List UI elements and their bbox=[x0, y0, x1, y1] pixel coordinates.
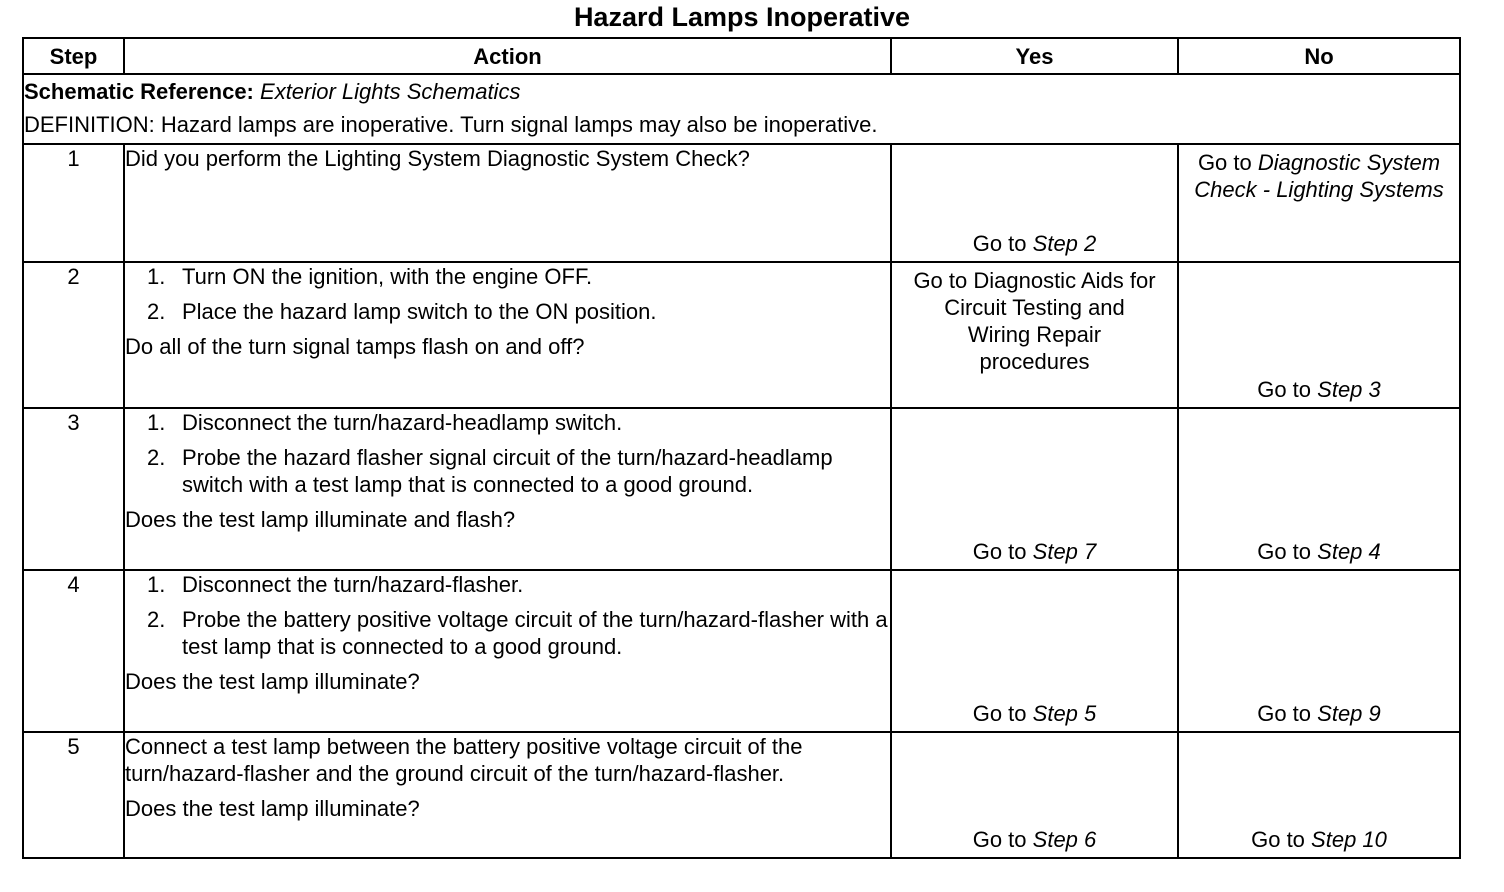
list-item bbox=[125, 409, 890, 436]
go-to-prefix: Go to bbox=[1197, 150, 1252, 175]
reference-row bbox=[23, 74, 1460, 144]
table-row bbox=[23, 408, 1460, 570]
item-text: Probe the hazard flasher signal circuit of the turn/hazard-headlamp switch with a test lamp that is connected to a good ground. bbox=[182, 445, 833, 497]
yes-result[interactable]: Go to Diagnostic Aids for Circuit Testing and Wiring Repair procedures bbox=[913, 268, 1156, 374]
no-result[interactable] bbox=[1179, 376, 1459, 403]
no-cell bbox=[1178, 732, 1460, 858]
list-item bbox=[125, 263, 890, 290]
no-target[interactable]: Diagnostic System Check - Lighting Systems bbox=[1194, 150, 1444, 202]
list-item bbox=[125, 571, 890, 598]
yes-cell bbox=[891, 262, 1178, 408]
action-text: Did you perform the Lighting System Diagnostic System Check? bbox=[125, 146, 750, 171]
action-text: Connect a test lamp between the battery positive voltage circuit of the turn/hazard-flasher and the ground circuit of the turn/hazard-flasher. bbox=[125, 734, 803, 786]
header-row bbox=[23, 38, 1460, 74]
yes-target[interactable]: Step 6 bbox=[1032, 827, 1097, 852]
list-item bbox=[125, 444, 890, 498]
go-to-prefix: Go to bbox=[972, 231, 1027, 256]
table-row bbox=[23, 570, 1460, 732]
step-number: 5 bbox=[23, 732, 124, 858]
step-number: 3 bbox=[23, 408, 124, 570]
header-yes: Yes bbox=[891, 38, 1178, 74]
action-cell bbox=[124, 144, 891, 262]
no-cell bbox=[1178, 144, 1460, 262]
no-target[interactable]: Step 9 bbox=[1317, 701, 1381, 726]
no-result[interactable] bbox=[1179, 700, 1459, 727]
go-to-prefix: Go to bbox=[972, 827, 1027, 852]
table-row bbox=[23, 144, 1460, 262]
no-cell bbox=[1178, 262, 1460, 408]
yes-target[interactable]: Step 5 bbox=[1032, 701, 1097, 726]
table-row bbox=[23, 262, 1460, 408]
item-number: 2. bbox=[147, 445, 166, 470]
schematic-reference-label: Schematic Reference: bbox=[24, 79, 254, 104]
header-no: No bbox=[1178, 38, 1460, 74]
item-number: 1. bbox=[147, 572, 166, 597]
item-number: 1. bbox=[147, 410, 166, 435]
no-target[interactable]: Step 4 bbox=[1317, 539, 1381, 564]
go-to-prefix: Go to bbox=[1251, 827, 1305, 852]
item-text: Disconnect the turn/hazard-flasher. bbox=[182, 572, 524, 597]
item-text: Probe the battery positive voltage circuit of the turn/hazard-flasher with a test lamp that is connected to a good ground. bbox=[182, 607, 888, 659]
item-text: Turn ON the ignition, with the engine OFF. bbox=[182, 264, 593, 289]
page-title: Hazard Lamps Inoperative bbox=[573, 2, 911, 32]
yes-cell bbox=[891, 144, 1178, 262]
action-list bbox=[125, 263, 890, 325]
no-result[interactable] bbox=[1179, 826, 1459, 853]
yes-result[interactable] bbox=[892, 826, 1177, 853]
action-cell bbox=[124, 262, 891, 408]
no-result[interactable] bbox=[1179, 145, 1459, 203]
header-step: Step bbox=[23, 38, 124, 74]
action-question: Does the test lamp illuminate and flash? bbox=[125, 507, 516, 532]
action-question: Does the test lamp illuminate? bbox=[125, 796, 420, 821]
item-number: 1. bbox=[147, 264, 166, 289]
no-target[interactable]: Step 3 bbox=[1317, 377, 1381, 402]
yes-target[interactable]: Step 2 bbox=[1032, 231, 1097, 256]
action-cell bbox=[124, 570, 891, 732]
go-to-prefix: Go to bbox=[972, 701, 1027, 726]
no-target[interactable]: Step 10 bbox=[1311, 827, 1387, 852]
header-action: Action bbox=[124, 38, 891, 74]
action-list bbox=[125, 571, 890, 660]
go-to-prefix: Go to bbox=[972, 539, 1027, 564]
step-number: 1 bbox=[23, 144, 124, 262]
schematic-reference bbox=[24, 75, 1459, 108]
diagnostic-table bbox=[22, 37, 1461, 859]
yes-cell bbox=[891, 732, 1178, 858]
no-result[interactable] bbox=[1179, 538, 1459, 565]
go-to-prefix: Go to bbox=[1257, 701, 1312, 726]
action-list bbox=[125, 409, 890, 498]
yes-result[interactable] bbox=[892, 700, 1177, 727]
schematic-reference-link[interactable]: Exterior Lights Schematics bbox=[260, 79, 521, 104]
go-to-prefix: Go to bbox=[1257, 377, 1312, 402]
table-row bbox=[23, 732, 1460, 858]
no-cell bbox=[1178, 408, 1460, 570]
action-cell bbox=[124, 408, 891, 570]
action-question: Does the test lamp illuminate? bbox=[125, 669, 420, 694]
item-number: 2. bbox=[147, 299, 166, 324]
step-number: 2 bbox=[23, 262, 124, 408]
step-number: 4 bbox=[23, 570, 124, 732]
list-item bbox=[125, 606, 890, 660]
yes-cell bbox=[891, 570, 1178, 732]
item-text: Disconnect the turn/hazard-headlamp switch. bbox=[182, 410, 623, 435]
yes-result[interactable] bbox=[892, 538, 1177, 565]
yes-cell bbox=[891, 408, 1178, 570]
item-text: Place the hazard lamp switch to the ON position. bbox=[182, 299, 657, 324]
no-cell bbox=[1178, 570, 1460, 732]
item-number: 2. bbox=[147, 607, 166, 632]
action-question: Do all of the turn signal tamps flash on and off? bbox=[125, 334, 585, 359]
list-item bbox=[125, 298, 890, 325]
yes-target[interactable]: Step 7 bbox=[1032, 539, 1097, 564]
definition-text: DEFINITION: Hazard lamps are inoperative. Turn signal lamps may also be inoperative. bbox=[24, 112, 878, 137]
go-to-prefix: Go to bbox=[1257, 539, 1312, 564]
yes-result[interactable] bbox=[892, 230, 1177, 257]
reference-cell bbox=[23, 74, 1460, 144]
action-cell bbox=[124, 732, 891, 858]
